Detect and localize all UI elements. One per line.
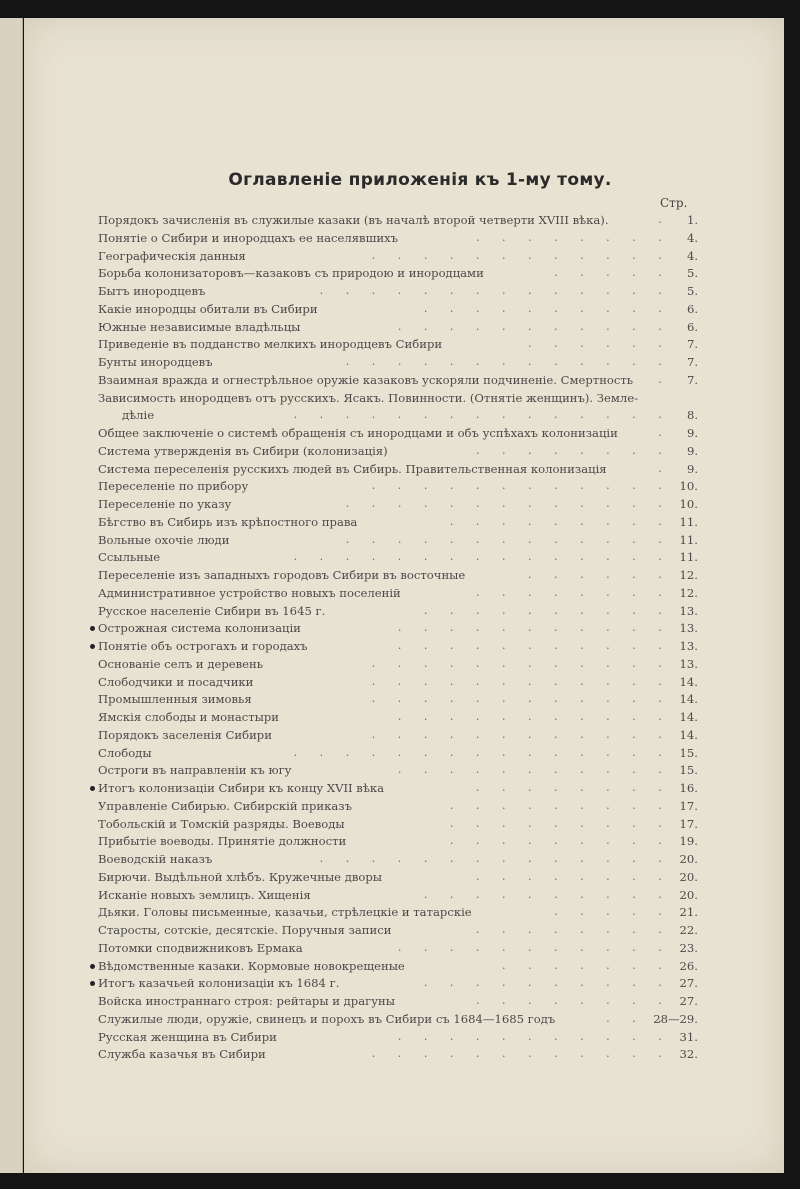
toc-entry-page: 17. <box>679 798 698 813</box>
toc-entry <box>98 798 698 816</box>
toc-entry-page: 13. <box>679 621 698 636</box>
toc-entry <box>98 496 698 514</box>
toc-entry-page: 27. <box>679 976 698 991</box>
toc-entry <box>98 514 698 532</box>
toc-entry <box>98 230 698 248</box>
dot-leader: . . . . . . . . <box>474 871 670 883</box>
toc-entry-title: Основаніе селъ и деревень <box>98 656 264 671</box>
toc-entry-page: 10. <box>679 497 698 511</box>
toc-entry-page: 7. <box>686 372 698 387</box>
dot-leader: . . . . . . . . . . . <box>396 1031 670 1043</box>
dot-leader: . . . . . . . . . . . . <box>370 1049 670 1061</box>
toc-entry <box>98 851 698 869</box>
toc-entry-page: 21. <box>679 905 698 920</box>
toc-entry <box>98 532 698 550</box>
toc-entry-page: 19. <box>679 834 698 849</box>
toc-entry-title: Система переселенія русскихъ людей въ Сибирь. Правительственная колонизація <box>98 461 607 476</box>
dot-leader: . . . . . . . . <box>474 232 670 244</box>
toc-entry <box>98 887 698 905</box>
dot-leader: . . . . . . . . . . . . . . . <box>292 552 670 564</box>
toc-entry-title: Тобольскій и Томскій разряды. Воеводы <box>98 816 345 831</box>
dot-leader: . . . . . . . . . . . . . <box>344 499 670 510</box>
toc-entry-title: Бытъ инородцевъ <box>98 284 206 298</box>
toc-entry-page: 13. <box>679 656 698 671</box>
toc-entry-title: Бунты инородцевъ <box>98 355 213 369</box>
toc-entry <box>98 354 698 372</box>
dot-leader: . . . . . . . . . . . <box>396 942 670 954</box>
toc-entry-title: Промышленныя зимовья <box>98 692 252 707</box>
toc-entry-title: Бирючи. Выдѣльной хлѣбъ. Кружечные дворы <box>98 869 383 884</box>
toc-entry-title: Служба казачья въ Сибири <box>98 1047 266 1062</box>
toc-entry <box>98 958 698 976</box>
toc-entry-page: 15. <box>679 745 698 760</box>
toc-entry-page: 1. <box>686 213 698 227</box>
toc-entry-title: Порядокъ зачисленія въ служилые казаки (въ началѣ второй четверти XVIII вѣка). <box>98 213 609 227</box>
toc-entry-page: 4. <box>686 248 698 263</box>
toc-entry-page: 10. <box>679 479 698 494</box>
toc-entry-title: Остроги въ направленіи къ югу <box>98 763 292 778</box>
toc-entry-title: Воеводскій наказъ <box>98 852 213 866</box>
toc-entry <box>98 745 698 763</box>
toc-entry <box>98 603 698 621</box>
toc-entry <box>98 301 698 319</box>
toc-entry-title: Переселеніе изъ западныхъ городовъ Сибири въ восточные <box>98 568 466 582</box>
toc-entry-title: Административное устройство новыхъ поселеній <box>98 585 401 600</box>
dot-leader: . . . . . . . . . . <box>422 978 670 990</box>
toc-entry <box>98 567 698 585</box>
toc-entry-title: Система утвержденія въ Сибири (колонизація) <box>98 443 388 458</box>
toc-entry-page: 26. <box>679 958 698 973</box>
dot-leader: . . . . . . . . . . . <box>396 712 670 723</box>
toc-entry <box>98 620 698 638</box>
toc-entry <box>98 372 698 390</box>
dot-leader: . . . . . . . . . . . . . . <box>318 286 670 297</box>
toc-entry <box>98 727 698 745</box>
dot-leader: . . . . . . . . . . . <box>396 623 670 635</box>
toc-entry-page: 14. <box>679 674 698 689</box>
toc-entry <box>98 762 698 780</box>
toc-entry <box>98 816 698 834</box>
dot-leader: . . . . . . <box>526 570 670 581</box>
toc-entry-title: Вольные охочіе люди <box>98 532 230 547</box>
toc-entry-page: 17. <box>679 816 698 831</box>
toc-entry-page: 12. <box>679 585 698 600</box>
page-column-header: Стр. <box>660 196 688 210</box>
toc-entry-title: Прибытіе воеводы. Принятіе должности <box>98 834 347 849</box>
dot-leader: . . . . . . . . <box>474 925 670 936</box>
dot-leader: . . . <box>604 1013 670 1025</box>
toc-entry <box>98 425 698 443</box>
toc-entry-page: 5. <box>686 284 698 298</box>
dot-leader: . . . . . . . . . <box>448 818 670 830</box>
toc-entry-page: 20. <box>679 887 698 902</box>
toc-entry-title: Острожная система колонизаціи <box>98 621 301 636</box>
dot-leader: . . . . . . . . . . . . . . . <box>292 410 670 422</box>
toc-entry <box>98 869 698 887</box>
dot-leader: . . . . . . . . <box>474 587 670 599</box>
toc-entry-page: 14. <box>679 727 698 742</box>
dot-leader: . . . . . . . . . <box>448 836 670 848</box>
toc-entry-title: Слободчики и посадчики <box>98 674 254 689</box>
dot-leader: . <box>656 428 670 439</box>
toc-entry-title: Дьяки. Головы письменные, казачьи, стрѣлецкіе и татарскіе <box>98 905 472 920</box>
toc-entry <box>98 674 698 692</box>
toc-entry-title: Потомки сподвижниковъ Ермака <box>98 940 303 955</box>
toc-entry <box>98 443 698 461</box>
pen-mark <box>90 964 95 969</box>
dot-leader: . . . . . . <box>526 339 670 351</box>
toc-entry <box>98 1029 698 1047</box>
toc-entry <box>98 265 698 283</box>
toc-entry-page: 15. <box>679 763 698 778</box>
toc-entry-title: Русское населеніе Сибири въ 1645 г. <box>98 603 326 618</box>
dot-leader: . <box>656 374 670 386</box>
dot-leader: . . . . . <box>552 268 670 280</box>
toc-entry-page: 31. <box>679 1029 698 1044</box>
toc-entry-page: 6. <box>686 319 698 334</box>
dot-leader: . . . . . . . . . . . . . <box>344 534 670 546</box>
toc-entry <box>98 975 698 993</box>
toc-entry <box>98 283 698 301</box>
toc-entry-title: Исканіе новыхъ землицъ. Хищенія <box>98 887 311 902</box>
toc-entry-page: 16. <box>679 781 698 795</box>
toc-entry <box>98 833 698 851</box>
toc-entry-title: Ямскія слободы и монастыри <box>98 710 280 724</box>
toc-entry-page: 7. <box>686 355 698 369</box>
toc-entry-page: 27. <box>679 994 698 1008</box>
toc-entry-page: 14. <box>679 692 698 707</box>
toc-entry-page: 8. <box>686 408 698 423</box>
dot-leader: . . . . . . . . . . . . <box>370 250 670 262</box>
toc-entry-page: 11. <box>679 532 698 547</box>
toc-entry-page: 9. <box>686 461 698 476</box>
dot-leader: . <box>656 215 670 226</box>
dot-leader: . . . . . . . . . <box>448 800 670 812</box>
toc-entry <box>98 1011 698 1029</box>
toc-entry-title: Взаимная вражда и огнестрѣльное оружіе казаковъ ускоряли подчиненіе. Смертность <box>98 372 634 387</box>
toc-entry-title: Какіе инородцы обитали въ Сибири <box>98 301 318 316</box>
toc-entry-title: Бѣгство въ Сибирь изъ крѣпостного права <box>98 514 358 529</box>
toc-entry-page: 4. <box>686 230 698 245</box>
toc-entry <box>98 336 698 354</box>
dot-leader: . . . . . . . . . . . <box>396 641 670 652</box>
toc-entry <box>98 585 698 603</box>
toc-entry-title: Географическія данныя <box>98 248 246 263</box>
toc-entry-page: 20. <box>679 852 698 866</box>
toc-entry-page: 23. <box>679 940 698 955</box>
toc-entry <box>98 940 698 958</box>
toc-entry <box>98 1046 698 1064</box>
dot-leader: . . . . . . . . . . <box>422 303 670 315</box>
toc-entry-title: Зависимость инородцевъ отъ русскихъ. Ясакъ. Повинности. (Отнятіе женщинъ). Земле- <box>98 390 639 405</box>
toc-entry-page: 14. <box>679 710 698 724</box>
toc-entry-title: Порядокъ заселенія Сибири <box>98 727 272 742</box>
toc-entry-title: Переселеніе по указу <box>98 497 232 511</box>
toc-entry-title: Служилые люди, оружіе, свинецъ и порохъ въ Сибири съ 1684—1685 годъ <box>98 1011 556 1026</box>
toc-entry-page: 28—29. <box>653 1011 698 1026</box>
dot-leader: . . . . . . . . . . <box>422 605 670 617</box>
pen-mark <box>90 786 95 791</box>
dot-leader: . . . . . . . . <box>474 996 670 1007</box>
toc-entry-title: Южные независимые владѣльцы <box>98 319 301 334</box>
dot-leader: . . . . . . . . <box>474 783 670 794</box>
toc-entry <box>98 319 698 337</box>
toc-entry-page: 32. <box>679 1047 698 1062</box>
toc-entry <box>98 904 698 922</box>
toc-entry-title: дѣліе <box>122 408 155 423</box>
toc-entry-title: Старосты, сотскіе, десятскіе. Поручныя записи <box>98 923 392 937</box>
toc-entry-page: 20. <box>679 869 698 884</box>
dot-leader: . <box>656 463 670 475</box>
pen-mark <box>90 644 95 649</box>
toc-entry <box>98 922 698 940</box>
dot-leader: . . . . . . . . . . <box>422 889 670 901</box>
toc-entry <box>98 780 698 798</box>
toc-entry <box>98 691 698 709</box>
toc-entry-title: Общее заключеніе о системѣ обращенія съ инородцами и объ успѣхахъ колонизаціи <box>98 426 618 440</box>
toc-entry-title: Понятіе о Сибири и инородцахъ ее населявшихъ <box>98 230 398 245</box>
table-of-contents <box>98 212 698 1064</box>
dot-leader: . . . . . . . . . . . . <box>370 694 670 706</box>
dot-leader: . . . . . <box>552 907 670 919</box>
dot-leader: . . . . . . . . . <box>448 516 670 528</box>
toc-entry-page: 12. <box>679 568 698 582</box>
toc-entry <box>98 709 698 727</box>
toc-entry-page: 22. <box>679 923 698 937</box>
toc-entry <box>98 461 698 479</box>
toc-entry <box>98 407 698 425</box>
toc-entry-title: Вѣдомственные казаки. Кормовые новокрещеные <box>98 958 405 973</box>
toc-entry-title: Управленіе Сибирью. Сибирскій приказъ <box>98 798 352 813</box>
dot-leader: . . . . . . . . . . . . <box>370 481 670 493</box>
toc-entry-title: Ссыльные <box>98 550 161 565</box>
toc-entry <box>98 390 698 408</box>
toc-entry-page: 6. <box>686 301 698 316</box>
toc-entry-title: Понятіе объ острогахъ и городахъ <box>98 639 308 653</box>
toc-entry <box>98 212 698 230</box>
dot-leader: . . . . . . . . . . . . . <box>344 357 670 368</box>
toc-entry <box>98 248 698 266</box>
page-title: Оглавленіе приложенія къ 1-му тому. <box>228 170 612 190</box>
toc-entry-title: Приведеніе въ подданство мелкихъ инородцевъ Сибири <box>98 337 443 352</box>
dot-leader: . . . . . . . . . . . . <box>370 658 670 670</box>
toc-entry-title: Слободы <box>98 745 152 760</box>
dot-leader: . . . . . . . . . . . . <box>370 676 670 688</box>
toc-entry-page: 11. <box>679 514 698 529</box>
dot-leader: . . . . . . . . . . . . . . <box>318 854 670 865</box>
toc-entry-title: Итогъ колонизаціи Сибири къ концу XVII вѣка <box>98 781 384 795</box>
toc-entry-page: 11. <box>679 550 698 565</box>
toc-entry <box>98 993 698 1011</box>
dot-leader: . . . . . . . . . . . <box>396 765 670 777</box>
toc-entry-title: Русская женщина въ Сибири <box>98 1029 277 1044</box>
toc-entry-page: 5. <box>686 266 698 281</box>
dot-leader: . . . . . . . . . . . . <box>370 729 670 741</box>
toc-entry-page: 13. <box>679 603 698 618</box>
dot-leader: . . . . . . . <box>500 960 670 972</box>
toc-entry-page: 9. <box>686 426 698 440</box>
toc-entry-page: 9. <box>686 443 698 458</box>
dot-leader: . . . . . . . . . . . . . . . <box>292 747 670 759</box>
toc-entry-title: Переселеніе по прибору <box>98 479 249 494</box>
toc-entry <box>98 478 698 496</box>
toc-entry-title: Итогъ казачьей колонизаціи къ 1684 г. <box>98 976 340 991</box>
toc-entry-title: Войска иностраннаго строя: рейтары и драгуны <box>98 994 395 1008</box>
toc-entry-title: Борьба колонизаторовъ—казаковъ съ природою и инородцами <box>98 266 484 281</box>
previous-page-edge <box>0 18 23 1173</box>
toc-entry-page: 13. <box>679 639 698 653</box>
toc-entry <box>98 549 698 567</box>
dot-leader: . . . . . . . . . . . <box>396 321 670 333</box>
toc-entry <box>98 656 698 674</box>
dot-leader: . . . . . . . . <box>474 445 670 457</box>
toc-entry-page: 7. <box>686 337 698 352</box>
toc-entry <box>98 638 698 656</box>
